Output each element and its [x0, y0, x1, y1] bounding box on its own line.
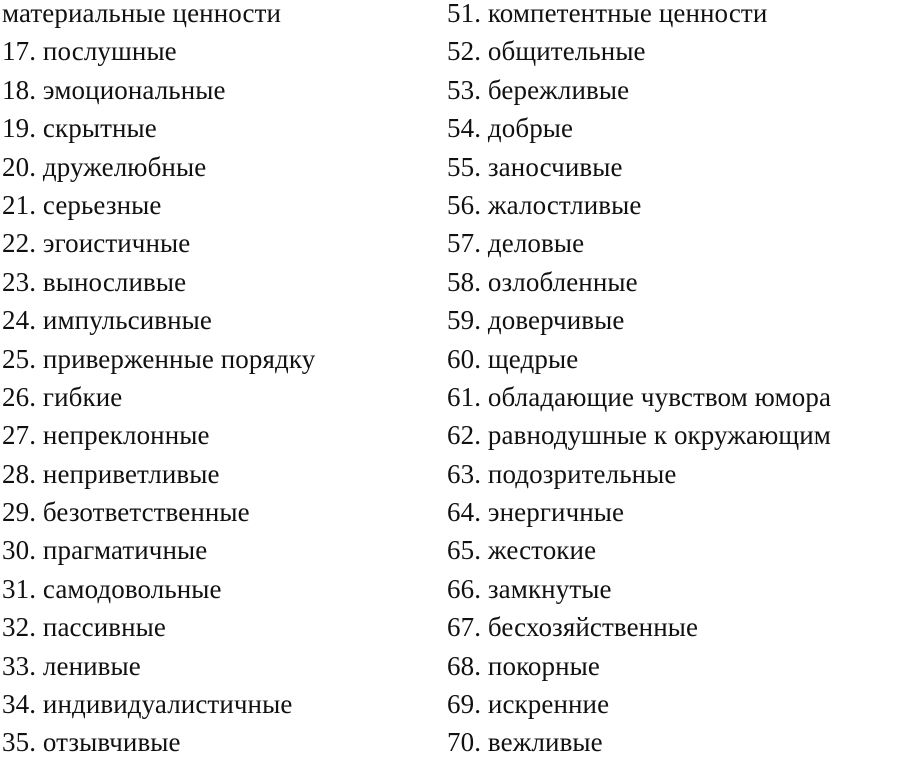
list-item — [447, 340, 905, 378]
item-number: 61. — [447, 381, 482, 412]
item-text: компетентные ценности — [487, 0, 768, 28]
item-text: вежливые — [487, 727, 603, 758]
list-item — [2, 416, 442, 454]
list-item — [447, 608, 905, 646]
list-item — [2, 723, 442, 761]
item-text: самодовольные — [42, 573, 222, 604]
item-text: деловые — [487, 228, 585, 259]
item-text: равнодушные к окружающим — [487, 420, 831, 451]
item-number: 29. — [2, 497, 37, 528]
item-number: 68. — [447, 650, 482, 681]
list-item — [447, 531, 905, 569]
list-item — [2, 32, 442, 70]
item-text: замкнутые — [487, 573, 612, 604]
list-item — [2, 301, 442, 339]
item-number: 28. — [2, 458, 37, 489]
list-item — [447, 570, 905, 608]
list-item — [447, 301, 905, 339]
item-text: щедрые — [487, 343, 579, 374]
item-text: выносливые — [42, 266, 187, 297]
item-number: 27. — [2, 420, 37, 451]
item-text: материальные ценности — [2, 0, 282, 28]
list-item — [2, 685, 442, 723]
list-item — [2, 0, 442, 32]
item-text: пассивные — [42, 612, 166, 643]
item-text: бесхозяйственные — [487, 612, 699, 643]
item-text: неприветливые — [42, 458, 220, 489]
item-number: 60. — [447, 343, 482, 374]
item-number: 56. — [447, 189, 482, 220]
list-item — [447, 148, 905, 186]
item-number: 63. — [447, 458, 482, 489]
list-item — [2, 647, 442, 685]
item-text: индивидуалистичные — [42, 689, 293, 720]
item-number: 21. — [2, 189, 37, 220]
list-item — [447, 723, 905, 761]
item-text: бережливые — [487, 74, 630, 105]
list-item — [2, 455, 442, 493]
list-item — [2, 570, 442, 608]
item-text: прагматичные — [42, 535, 208, 566]
item-number: 34. — [2, 689, 37, 720]
item-number: 70. — [447, 727, 482, 758]
item-text: эгоистичные — [42, 228, 191, 259]
item-number: 32. — [2, 612, 37, 643]
item-number: 67. — [447, 612, 482, 643]
item-number: 65. — [447, 535, 482, 566]
item-number: 24. — [2, 305, 37, 336]
item-number: 18. — [2, 74, 37, 105]
item-text: дружелюбные — [42, 151, 207, 182]
item-number: 17. — [2, 36, 37, 67]
item-text: эмоциональные — [42, 74, 226, 105]
list-item — [2, 531, 442, 569]
item-number: 22. — [2, 228, 37, 259]
list-item — [2, 109, 442, 147]
item-text: непреклонные — [42, 420, 210, 451]
item-number: 20. — [2, 151, 37, 182]
item-text: послушные — [42, 36, 177, 67]
list-item — [2, 263, 442, 301]
item-text: энергичные — [487, 497, 625, 528]
item-number: 31. — [2, 573, 37, 604]
item-text: добрые — [487, 113, 574, 144]
list-item — [2, 224, 442, 262]
item-number: 69. — [447, 689, 482, 720]
item-number: 55. — [447, 151, 482, 182]
list-item — [2, 378, 442, 416]
item-number: 53. — [447, 74, 482, 105]
item-text: отзывчивые — [42, 727, 181, 758]
item-text: общительные — [487, 36, 646, 67]
item-text: гибкие — [42, 381, 123, 412]
list-item — [2, 148, 442, 186]
item-text: скрытные — [42, 113, 157, 144]
list-item — [447, 109, 905, 147]
item-text: обладающие чувством юмора — [487, 381, 832, 412]
item-text: заносчивые — [487, 151, 623, 182]
list-item — [2, 493, 442, 531]
list-item — [2, 608, 442, 646]
list-item — [2, 71, 442, 109]
item-number: 26. — [2, 381, 37, 412]
item-number: 59. — [447, 305, 482, 336]
list-item — [2, 340, 442, 378]
list-item — [447, 71, 905, 109]
list-item — [2, 186, 442, 224]
item-number: 25. — [2, 343, 37, 374]
right-column-list — [447, 0, 905, 762]
item-text: подозрительные — [487, 458, 677, 489]
list-item — [447, 685, 905, 723]
item-number: 62. — [447, 420, 482, 451]
item-text: доверчивые — [487, 305, 625, 336]
item-number: 66. — [447, 573, 482, 604]
list-item — [447, 493, 905, 531]
item-number: 23. — [2, 266, 37, 297]
item-number: 54. — [447, 113, 482, 144]
item-number: 30. — [2, 535, 37, 566]
item-text: искренние — [487, 689, 610, 720]
list-item — [447, 186, 905, 224]
item-text: импульсивные — [42, 305, 212, 336]
item-text: жалостливые — [487, 189, 642, 220]
item-number: 57. — [447, 228, 482, 259]
list-item — [447, 455, 905, 493]
item-text: покорные — [487, 650, 600, 681]
item-text: жестокие — [487, 535, 597, 566]
item-number: 33. — [2, 650, 37, 681]
list-item — [447, 378, 905, 416]
item-text: безответственные — [42, 497, 250, 528]
item-number: 19. — [2, 113, 37, 144]
item-text: приверженные порядку — [42, 343, 316, 374]
list-item — [447, 263, 905, 301]
list-item — [447, 32, 905, 70]
list-item — [447, 647, 905, 685]
item-number: 58. — [447, 266, 482, 297]
item-text: ленивые — [42, 650, 141, 681]
list-item — [447, 224, 905, 262]
list-item — [447, 0, 905, 32]
list-item — [447, 416, 905, 454]
item-number: 51. — [447, 0, 482, 28]
left-column-list — [2, 0, 442, 762]
item-number: 52. — [447, 36, 482, 67]
item-number: 35. — [2, 727, 37, 758]
item-number: 64. — [447, 497, 482, 528]
item-text: серьезные — [42, 189, 162, 220]
item-text: озлобленные — [487, 266, 638, 297]
